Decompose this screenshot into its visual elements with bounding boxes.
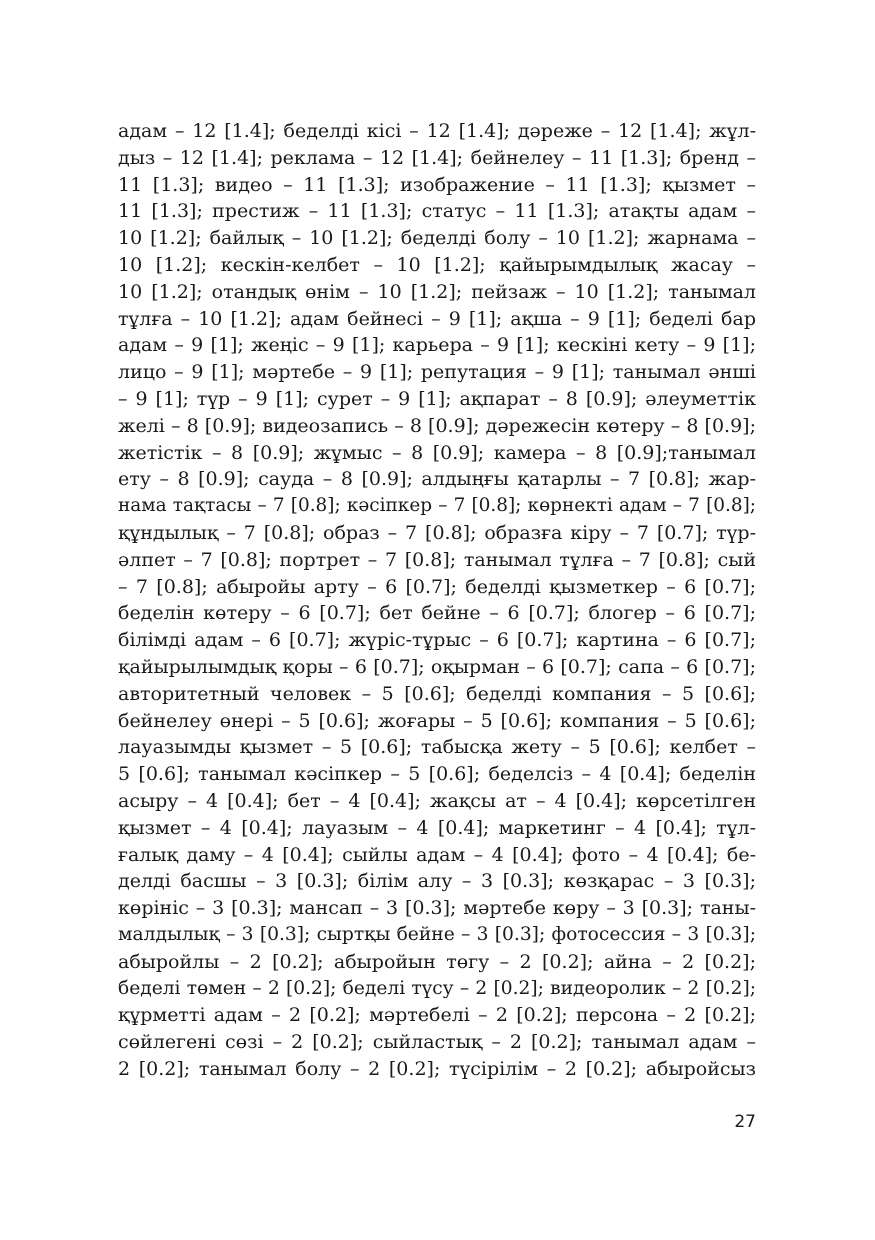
text-line: 10 [1.2]; кескін-келбет – 10 [1.2]; қайырымдылық жасау –	[118, 253, 756, 276]
text-line: авторитетный человек – 5 [0.6]; беделді компания – 5 [0.6];	[118, 682, 756, 705]
text-line: желі – 8 [0.9]; видеозапись – 8 [0.9]; дәрежесін көтеру – 8 [0.9];	[118, 414, 756, 437]
text-line: қайырылымдық қоры – 6 [0.7]; оқырман – 6 [0.7]; сапа – 6 [0.7];	[118, 655, 756, 678]
text-line: адам – 12 [1.4]; беделді кісі – 12 [1.4]; дәреже – 12 [1.4]; жұл-	[118, 120, 756, 142]
text-line: лицо – 9 [1]; мәртебе – 9 [1]; репутация – 9 [1]; танымал әнші	[118, 361, 756, 384]
text-line: жетістік – 8 [0.9]; жұмыс – 8 [0.9]; камера – 8 [0.9];танымал	[118, 441, 756, 464]
page-number: 27	[734, 1112, 756, 1132]
text-line: 11 [1.3]; престиж – 11 [1.3]; статус – 11 [1.3]; атақты адам –	[118, 200, 756, 223]
text-line: құрметті адам – 2 [0.2]; мәртебелі – 2 [0.2]; персона – 2 [0.2];	[118, 1004, 756, 1027]
text-line: нама тақтасы – 7 [0.8]; кәсіпкер – 7 [0.8]; көрнекті адам – 7 [0.8];	[118, 495, 756, 517]
text-line: делді басшы – 3 [0.3]; білім алу – 3 [0.3]; көзқарас – 3 [0.3];	[118, 870, 756, 893]
text-line: тұлға – 10 [1.2]; адам бейнесі – 9 [1]; ақша – 9 [1]; беделі бар	[118, 307, 756, 330]
text-line: малдылық – 3 [0.3]; сыртқы бейне – 3 [0.3]; фотосессия – 3 [0.3];	[118, 923, 756, 945]
text-line: адам – 9 [1]; жеңіс – 9 [1]; карьера – 9 [1]; кескіні кету – 9 [1];	[118, 334, 756, 357]
text-line: – 9 [1]; түр – 9 [1]; сурет – 9 [1]; ақпарат – 8 [0.9]; әлеуметтік	[118, 387, 756, 410]
text-line: құндылық – 7 [0.8]; образ – 7 [0.8]; образға кіру – 7 [0.7]; түр-	[118, 521, 756, 544]
text-line: 10 [1.2]; байлық – 10 [1.2]; беделді болу – 10 [1.2]; жарнама –	[118, 227, 756, 250]
text-line: 10 [1.2]; отандық өнім – 10 [1.2]; пейзаж – 10 [1.2]; танымал	[118, 280, 756, 303]
text-line: ғалық даму – 4 [0.4]; сыйлы адам – 4 [0.4]; фото – 4 [0.4]; бе-	[118, 843, 756, 866]
body-text	[118, 118, 756, 1083]
text-line: әлпет – 7 [0.8]; портрет – 7 [0.8]; танымал тұлға – 7 [0.8]; сый	[118, 548, 756, 571]
text-line: абыройлы – 2 [0.2]; абыройын төгу – 2 [0.2]; айна – 2 [0.2];	[118, 950, 756, 973]
text-line: білімді адам – 6 [0.7]; жүріс-тұрыс – 6 [0.7]; картина – 6 [0.7];	[118, 629, 756, 652]
text-line: беделін көтеру – 6 [0.7]; бет бейне – 6 [0.7]; блогер – 6 [0.7];	[118, 602, 756, 625]
text-line: 11 [1.3]; видео – 11 [1.3]; изображение – 11 [1.3]; қызмет –	[118, 173, 756, 196]
text-line: қызмет – 4 [0.4]; лауазым – 4 [0.4]; маркетинг – 4 [0.4]; тұл-	[118, 816, 756, 839]
text-line: – 7 [0.8]; абыройы арту – 6 [0.7]; беделді қызметкер – 6 [0.7];	[118, 575, 756, 598]
text-line: 5 [0.6]; танымал кәсіпкер – 5 [0.6]; беделсіз – 4 [0.4]; беделін	[118, 763, 756, 786]
text-line: беделі төмен – 2 [0.2]; беделі түсу – 2 [0.2]; видеоролик – 2 [0.2];	[118, 977, 756, 999]
text-line: 2 [0.2]; танымал болу – 2 [0.2]; түсірілім – 2 [0.2]; абыройсыз	[118, 1057, 756, 1080]
text-line: асыру – 4 [0.4]; бет – 4 [0.4]; жақсы ат – 4 [0.4]; көрсетілген	[118, 789, 756, 812]
text-line: ету – 8 [0.9]; сауда – 8 [0.9]; алдыңғы қатарлы – 7 [0.8]; жар-	[118, 468, 756, 491]
text-line: көрініс – 3 [0.3]; мансап – 3 [0.3]; мәртебе көру – 3 [0.3]; таны-	[118, 897, 756, 920]
text-line: бейнелеу өнері – 5 [0.6]; жоғары – 5 [0.6]; компания – 5 [0.6];	[118, 709, 756, 732]
text-line: дыз – 12 [1.4]; реклама – 12 [1.4]; бейнелеу – 11 [1.3]; бренд –	[118, 146, 756, 169]
text-line: сөйлегені сөзі – 2 [0.2]; сыйластық – 2 [0.2]; танымал адам –	[118, 1031, 756, 1054]
text-line: лауазымды қызмет – 5 [0.6]; табысқа жету – 5 [0.6]; келбет –	[118, 736, 756, 759]
